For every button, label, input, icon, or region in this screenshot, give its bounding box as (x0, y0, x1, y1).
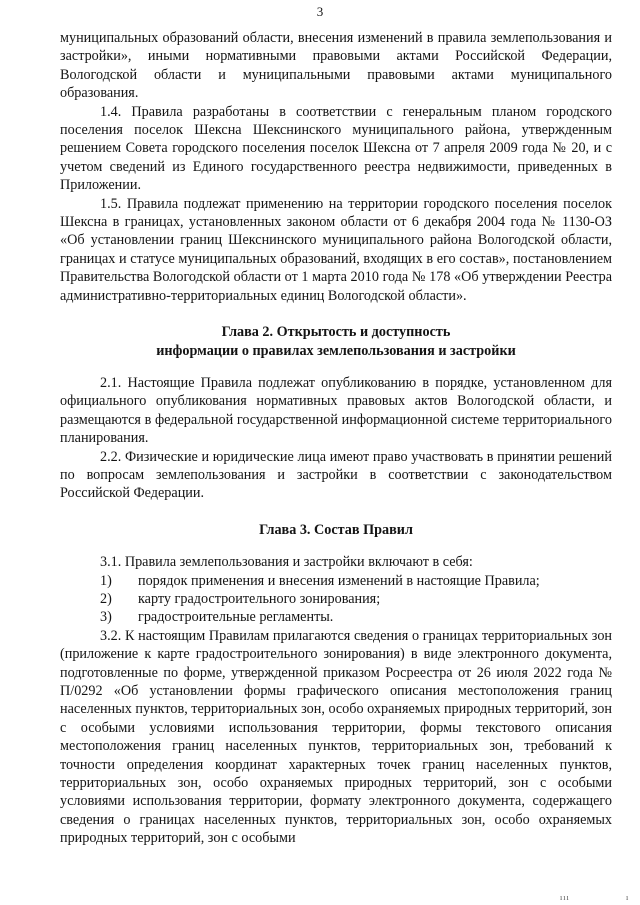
paragraph-continuation: муниципальных образований области, внесения изменений в правила землепользования и застройки», иными нормативными правовыми актами Российской Федерации, Вологодской области и муниципальными правовыми актами муниципального образования. (60, 30, 612, 102)
list-item-text: градостроительные регламенты. (138, 609, 334, 626)
document-body (60, 29, 612, 848)
paragraph-1-4: 1.4. Правила разработаны в соответствии с генеральным планом городского поселения поселок Шексна Шекснинского муниципального района, утвержденным решением Совета городского поселения поселок Шексна от 7 апреля 2009 года № 20, и с учетом сведений из Единого государственного реестра недвижимости, приведенных в Приложении. (60, 103, 612, 194)
paragraph-3-1: 3.1. Правила землепользования и застройки включают в себя: (100, 554, 473, 571)
scan-mark-right: ı (626, 893, 630, 902)
paragraph-3-2: 3.2. К настоящим Правилам прилагаются сведения о границах территориальных зон (приложение к карте градостроительного зонирования) в виде электронного документа, подготовленные по форме, утвержденной приказом Росреестра от 26 июля 2022 года № П/0292 «Об установлении формы графического описания местоположения границ населенных пунктов, территориальных зон, особо охраняемых природных территорий, зон с особыми условиями использования территории, формы текстового описания местоположения границ населенных пунктов, территориальных зон, требований к точности определения координат характерных точек границ населенных пунктов, территориальных зон, особо охраняемых природных территорий, зон с особыми условиями использования территории, формату электронного документа, содержащего сведения о границах населенных пунктов, территориальных зон, особо охраняемых природных территорий, зон с особыми (60, 627, 612, 847)
list-item-number: 3) (100, 609, 112, 626)
chapter-2-heading-line2: информации о правилах землепользования и застройки (156, 342, 516, 359)
page-number: 3 (316, 4, 324, 19)
chapter-2-heading (60, 323, 612, 360)
scan-mark-left: ııı (560, 893, 570, 902)
scan-marks (560, 893, 630, 902)
paragraph-1-5: 1.5. Правила подлежат применению на территории городского поселения поселок Шексна в границах, установленных законом области от 6 декабря 2004 года № 1130-ОЗ «Об установлении границ Шекснинского муниципального района Вологодской области, границах и статусе муниципальных образований, входящих в его состав», постановлением Правительства Вологодской области от 1 марта 2010 года № 178 «Об утверждении Реестра административно-территориальных единиц Вологодской области». (60, 195, 612, 304)
list-item (60, 572, 612, 590)
list-item (60, 608, 612, 626)
list-item (60, 590, 612, 608)
paragraph-2-1: 2.1. Настоящие Правила подлежат опубликованию в порядке, установленном для официального опубликования нормативных правовых актов Вологодской области, и размещаются в федеральной государственной информационной системе территориального планирования. (60, 374, 612, 447)
list-item-number: 2) (100, 590, 112, 607)
paragraph-2-2: 2.2. Физические и юридические лица имеют право участвовать в принятии решений по вопросам землепользования и застройки в соответствии с законодательством Российской Федерации. (60, 448, 612, 502)
chapter-3-heading: Глава 3. Состав Правил (259, 521, 413, 538)
list-item-text: карту градостроительного зонирования; (138, 590, 381, 607)
list-item-number: 1) (100, 572, 112, 589)
chapter-2-heading-line1: Глава 2. Открытость и доступность (221, 324, 451, 341)
list-item-text: порядок применения и внесения изменений в настоящие Правила; (138, 572, 540, 589)
